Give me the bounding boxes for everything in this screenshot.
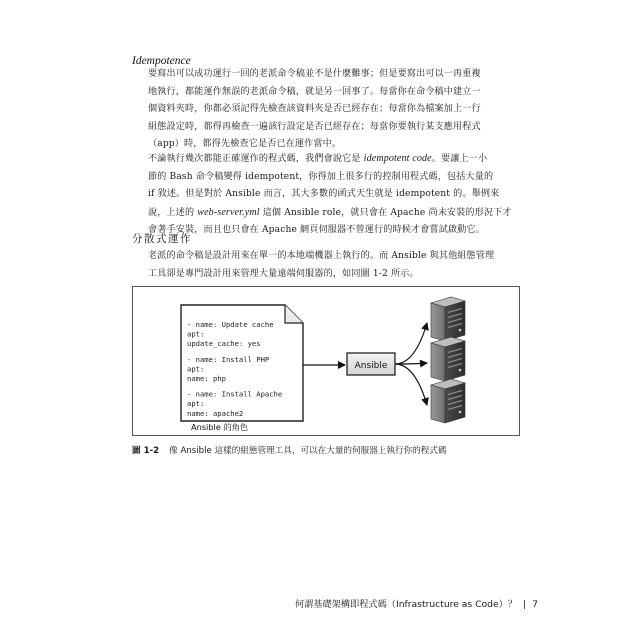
code-line: name: php [187,374,226,383]
server-icon [431,379,465,423]
paragraph-1 [148,66,520,154]
ansible-box [347,353,395,375]
figure-frame [132,286,520,436]
page-footer [295,596,538,610]
code-line: apt: [187,364,205,374]
code-line: - name: Install PHP [187,354,270,364]
paragraph-3 [148,248,520,283]
paragraph-line: 工具卻是專門設計用來管理大量遠端伺服器的，如同圖 1-2 所示。 [148,268,419,279]
text-run: 。要讓上一小 [431,154,488,164]
paragraph-line: 會著手安裝，而且也只會在 Apache 網頁伺服器不曾運行的時候才會嘗試啟動它。 [148,225,485,236]
code-line: name: apache2 [187,408,244,418]
italic-filename: web-server.yml [197,206,260,218]
caption-text: 像 Ansible 這樣的組態管理工具，可以在大量的伺服器上執行你的程式碼 [169,446,447,456]
running-title: 何謂基礎架構即程式碼（Infrastructure as Code）？ [294,599,518,610]
text-run: 不論執行幾次都能正確運作的程式碼，我們會說它是 [148,154,364,164]
footer-separator: | [523,599,527,610]
subsection-title: 分散式運作 [132,233,192,245]
arrow-to-server [395,364,427,405]
paragraph-line: 組態設定時，都得再檢查一遍該行設定是否已經存在；每當你要執行某支應用程式 [148,121,481,132]
server-stack [431,297,465,423]
figure-diagram [133,287,519,435]
paragraph-line: if 敘述。但是對於 Ansible 而言，其大多數的函式天生就是 idempotent 的。舉例來 [148,189,500,200]
code-line: update_cache: yes [187,339,261,349]
paragraph-2 [148,150,520,240]
ansible-label: Ansible [354,361,388,371]
server-icon [431,297,465,341]
code-line: apt: [187,399,205,409]
page-number: 7 [532,599,538,610]
paragraph-line: 節的 Bash 命令稿變得 idempotent，你得加上很多行的控制用程式碼，包括大量的 [148,171,494,182]
paragraph-line [148,150,520,169]
paragraph-line: 地執行，都能運作無誤的老派命令稿，就是另一回事了。每當你在命令稿中建立一 [148,86,481,97]
paragraph-line: 要寫出可以成功運行一回的老派命令稿並不是什麼難事；但是要寫出可以一再重複 [148,69,481,79]
paragraph-line: （app）時，都得先檢查它是否已在運作當中。 [148,139,342,150]
text-run: 說，上述的 [148,207,198,218]
code-line: - name: Update cache [187,320,274,329]
server-icon [431,337,465,381]
code-line: - name: Install Apache [187,389,283,399]
figure-caption [132,444,532,456]
paragraph-line: 個資料夾時，你都必須記得先檢查該資料夾是否已經存在；每當你為檔案加上一行 [148,104,481,115]
section-heading: Idempotence [132,55,191,67]
code-line: apt: [187,329,205,339]
paragraph-line: 老派的命令稿是設計用來在單一的本地端機器上執行的。而 Ansible 與其他組態管理 [148,251,495,261]
text-run: 這個 Ansible role，就只會在 Apache 尚未安裝的形況下才 [259,207,512,218]
italic-term: idempotent code [363,153,432,164]
caption-number: 圖 1-2 [132,446,160,456]
document-label: Ansible 的角色 [191,422,249,432]
fan-out-arrows [395,323,427,405]
arrow-to-server [395,323,427,364]
paragraph-line [148,204,520,223]
